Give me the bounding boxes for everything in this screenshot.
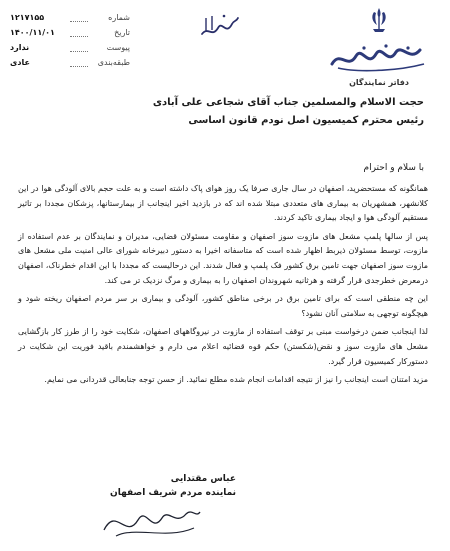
- meta-key: شماره: [108, 13, 130, 22]
- meta-row-number: [10, 10, 130, 25]
- letter-body: [18, 182, 428, 392]
- salutation: با سلام و احترام: [363, 163, 424, 173]
- bismillah-calligraphy: [196, 10, 242, 44]
- body-paragraph: مزید امتنان است اینجانب را نیز از نتیجه اقدامات انجام شده مطلع نمائید. از حسن توجه جنابعالی قدردانی می نمایم.: [44, 375, 428, 385]
- meta-value: ندارد: [10, 43, 30, 52]
- meta-value: ۱۴۰۰/۱۱/۰۱: [10, 28, 55, 37]
- meta-dots: [70, 58, 88, 67]
- meta-key: پیوست: [106, 43, 130, 52]
- body-paragraph: لذا اینجانب ضمن درخواست مبنی بر توقف استفاده از مازوت در نیروگاههای اصفهان، شکایت خود را از طرز کار بازگشایی مشعل های مازوت سوز و نقض(شکستن) حکم قوه قضائیه اعلام می دارم و خواهشمندم باقید فوریت این شکایت در دستورکار کمیسیون قرار گیرد.: [18, 327, 428, 366]
- iran-emblem-icon: [364, 6, 394, 34]
- parliament-logo-block: [324, 6, 434, 87]
- handwritten-signature: [96, 496, 206, 546]
- addressee-block: [24, 97, 424, 133]
- meta-row-date: [10, 25, 130, 40]
- meta-key: تاریخ: [114, 28, 130, 37]
- signature-block: [96, 474, 236, 498]
- meta-value: ۱۲۱۷۱۵۵: [10, 13, 45, 22]
- body-paragraph: پس از سالها پلمپ مشعل های مازوت سوز اصفهان و مقاومت مسئولان قضایی، مدیران و نمایندگان بر عدم استفاده از مازوت، توسط مسئولان ذیربط اظهار شده است که متاسفانه اخیرا به دستور دبیرخانه شورای عالی امنیت ملی مشعل های مازوت سوز اصفهان جهت تامین برق کشور فک پلمپ و فعال شدند. این درحالیست که مجددا با این اقدام خطرناک، اصفهان درمعرض خطرجدی قرار گرفته و هرثانیه شهروندان اصفهان را به بیماری و مرگ نزدیک تر می کند.: [18, 231, 428, 285]
- meta-row-attachment: [10, 40, 130, 55]
- letter-meta: [10, 10, 130, 70]
- meta-key: طبقه‌بندی: [97, 58, 130, 67]
- meta-dots: [70, 28, 88, 37]
- majlis-calligraphy-logo: [324, 40, 434, 74]
- addressee-title: رئیس محترم کمیسیون اصل نودم قانون اساسی: [188, 115, 424, 126]
- addressee-name: حجت الاسلام والمسلمین جناب آقای شجاعی علی آبادی: [152, 97, 424, 108]
- meta-dots: [70, 43, 88, 52]
- meta-value: عادی: [10, 58, 30, 67]
- meta-row-classification: [10, 55, 130, 70]
- signer-title: نماینده مردم شریف اصفهان: [110, 488, 236, 498]
- body-paragraph: این چه منطقی است که برای تامین برق در برخی مناطق کشور، آلودگی و بیماری بر سر مردم اصفهان ریخته شود و هیچگونه توجهی به سلامتی آنان نشود؟: [18, 294, 428, 318]
- signer-name: عباس مقتدایی: [170, 474, 236, 484]
- meta-dots: [70, 13, 88, 22]
- office-label: دفاتر نمایندگان: [349, 78, 409, 87]
- body-paragraph: همانگونه که مستحضرید، اصفهان در سال جاری صرفا یک روز هوای پاک داشته است و به علت حجم بالای آلودگی هوا در این کلانشهر، همشهریان به بیماری های متعددی مبتلا شده اند که در بازدید اخیر اینجانب از بیمارستانها، پزشکان مجددا بر تاثیر مستقیم آلودگی هوا و ایجاد بیماری تاکید کردند.: [18, 184, 428, 223]
